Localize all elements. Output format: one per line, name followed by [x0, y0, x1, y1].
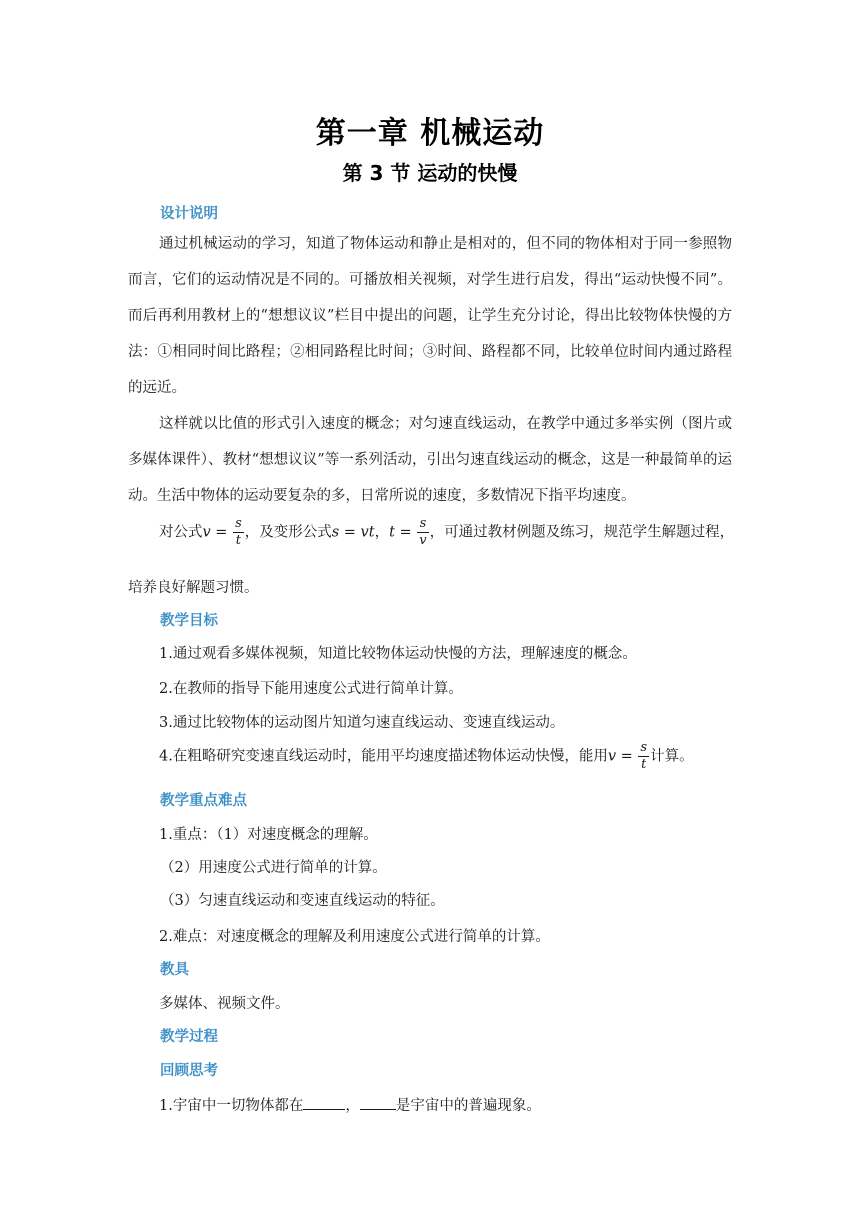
formula-v: v =	[202, 524, 233, 541]
tools-heading: 教具	[160, 962, 189, 978]
answer-blank-1[interactable]	[303, 1095, 345, 1110]
question-1-text: 1.宇宙中一切物体都在	[159, 1098, 304, 1114]
formula-variant-text: ，及变形公式	[244, 524, 332, 541]
fraction-s-over-v: $\frac{s}{v}$	[419, 516, 427, 548]
process-heading: 教学过程	[160, 1029, 218, 1045]
question-1-tail: 是宇宙中的普遍现象。	[395, 1098, 541, 1114]
key-point-2: （2）用速度公式进行简单的计算。	[160, 860, 387, 876]
formula-comma: ，	[374, 524, 390, 541]
fraction-s-over-t-inline: $\frac{s}{t}$	[640, 740, 648, 772]
goal-item-4-tail: 计算。	[650, 748, 694, 765]
formula-line	[159, 516, 734, 549]
review-heading: 回顾思考	[160, 1063, 218, 1079]
design-paragraph-1: 通过机械运动的学习，知道了物体运动和静止是相对的，但不同的物体相对于同一参照物而言，它们的运动情况是不同的。可播放相关视频，对学生进行启发，得出“运动快慢不同”。而后再利用教材上的“想想议议”栏目中提出的问题，让学生充分讨论，得出比较物体快慢的方法：①相同时间比路程；②相同路程比时间；③时间、路程都不同，比较单位时间内通过路程的远近。	[128, 236, 732, 396]
goal-item-2: 2.在教师的指导下能用速度公式进行简单计算。	[159, 681, 463, 697]
chapter-title: 第一章 机械运动	[315, 116, 545, 151]
question-1-comma: ，	[345, 1098, 360, 1114]
formula-line-continued: 培养良好解题习惯。	[128, 580, 259, 596]
difficulty-point: 2.难点：对速度概念的理解及利用速度公式进行简单的计算。	[159, 929, 550, 945]
goal-item-3: 3.通过比较物体的运动图片知道匀速直线运动、变速直线运动。	[159, 715, 565, 731]
goal-item-4-text: 4.在粗略研究变速直线运动时，能用平均速度描述物体运动快慢，能用	[159, 748, 608, 765]
key-point-3: （3）匀速直线运动和变速直线运动的特征。	[160, 893, 445, 909]
tools-text: 多媒体、视频文件。	[159, 996, 290, 1012]
formula-s-vt: s = vt	[331, 524, 375, 541]
goal-item-1: 1.通过观看多媒体视频，知道比较物体运动快慢的方法，理解速度的概念。	[159, 646, 637, 662]
formula-intro: 对公式	[159, 524, 203, 541]
goals-heading: 教学目标	[160, 613, 218, 629]
key-points-heading: 教学重点难点	[160, 793, 247, 809]
design-heading: 设计说明	[160, 206, 218, 222]
formula-tail: ，可通过教材例题及练习，规范学生解题过程，	[429, 524, 735, 541]
answer-blank-2[interactable]	[360, 1095, 396, 1110]
fraction-s-over-t: $\frac{s}{t}$	[235, 516, 242, 548]
formula-t: t =	[389, 524, 417, 541]
section-title: 第 3 节 运动的快慢	[342, 161, 518, 185]
goal-item-4	[159, 740, 694, 773]
design-paragraph-2: 这样就以比值的形式引入速度的概念；对匀速直线运动，在教学中通过多举实例（图片或多媒体课件）、教材“想想议议”等一系列活动，引出匀速直线运动的概念，这是一种最简单的运动。生活中物体的运动要复杂的多，日常所说的速度，多数情况下指平均速度。	[128, 416, 732, 504]
key-point-1: 1.重点：（1）对速度概念的理解。	[159, 827, 378, 843]
question-1	[159, 1094, 541, 1115]
formula-v-inline: v =	[607, 748, 638, 765]
